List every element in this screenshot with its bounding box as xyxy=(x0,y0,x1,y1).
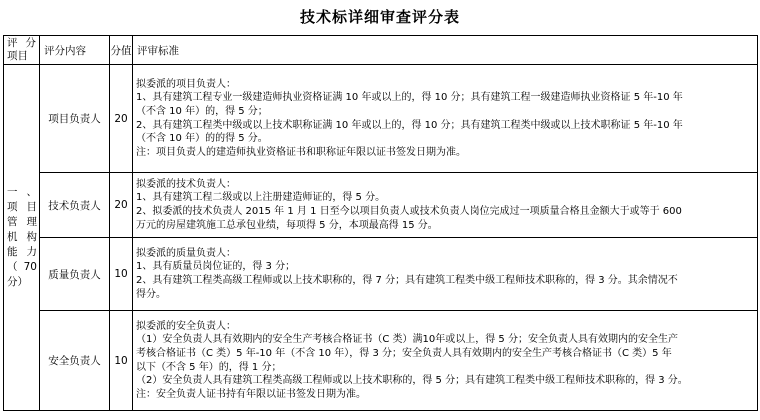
header-project xyxy=(4,36,40,65)
criteria-cell xyxy=(133,173,758,238)
criteria-line: （不含 10 年）的，得 5 分； xyxy=(136,105,268,117)
category-cell: 一、项目管理机构能力（70分） xyxy=(4,65,40,411)
criteria-line: 得分。 xyxy=(136,288,166,300)
item-name: 技术负责人 xyxy=(40,173,110,238)
criteria-line: 以下（不含 5 年）的，得 1 分； xyxy=(136,361,282,373)
table-row xyxy=(4,173,758,238)
criteria-line: 考核合格证书（C 类）5 年-10 年（不含 10 年），得 3 分；安全负责人具有效期内的安全生产考核合格证书（C 类）5 年 xyxy=(136,347,672,359)
scoring-table xyxy=(3,35,758,411)
criteria-line: 拟委派的项目负责人： xyxy=(136,78,236,90)
item-score: 20 xyxy=(110,173,133,238)
item-score: 10 xyxy=(110,311,133,411)
criteria-line: 1、具有建筑工程专业一级建造师执业资格证满 10 年或以上的，得 10 分；具有建筑工程一级建造师执业资格证 5 年-10 年 xyxy=(136,92,683,104)
criteria-cell xyxy=(133,65,758,173)
table-row xyxy=(4,65,758,173)
header-project-top: 评 xyxy=(7,37,18,49)
header-score: 分值 xyxy=(110,36,133,65)
criteria-line: （1）安全负责人具有效期内的安全生产考核合格证书（C 类）满10年或以上，得 5 分；安全负责人具有效期内的安全生产 xyxy=(136,334,678,346)
item-name: 项目负责人 xyxy=(40,65,110,173)
table-row xyxy=(4,311,758,411)
item-score: 10 xyxy=(110,238,133,311)
header-row xyxy=(4,36,758,65)
criteria-line: （2）安全负责人具有建筑工程类高级工程师或以上技术职称的，得 5 分；具有建筑工程类中级工程师技术职称的，得 3 分。 xyxy=(136,375,688,387)
criteria-line: （不含 10 年）的的得 5 分。 xyxy=(136,133,268,145)
table-row xyxy=(4,238,758,311)
item-name: 质量负责人 xyxy=(40,238,110,311)
criteria-line: 1、具有质量员岗位证的，得 3 分； xyxy=(136,261,296,273)
criteria-line: 2、具有建筑工程类高级工程师或以上技术职称的，得 7 分；具有建筑工程类中级工程师技术职称的，得 3 分。其余情况不 xyxy=(136,275,678,286)
header-content: 评分内容 xyxy=(40,36,110,65)
criteria-cell xyxy=(133,238,758,311)
item-score: 20 xyxy=(110,65,133,173)
criteria-line: 拟委派的质量负责人： xyxy=(136,247,236,259)
criteria-line: 1、具有建筑工程二级或以上注册建造师证的，得 5 分。 xyxy=(136,192,386,204)
criteria-line: 万元的房屋建筑施工总承包业绩，每项得 5 分，本项最高得 15 分。 xyxy=(136,219,438,231)
criteria-line: 2、拟委派的技术负责人 2015 年 1 月 1 日至今以项目负责人或技术负责人岗位完成过一项质量合格且金额大于或等于 600 xyxy=(136,206,682,217)
criteria-line: 拟委派的安全负责人： xyxy=(136,320,236,332)
criteria-line: 注：项目负责人的建造师执业资格证书和职称证年限以证书签发日期为准。 xyxy=(136,146,466,158)
criteria-cell xyxy=(133,311,758,411)
header-criteria: 评审标准 xyxy=(133,36,758,65)
header-project-top-right: 分 xyxy=(25,37,36,49)
criteria-line: 拟委派的技术负责人： xyxy=(136,178,236,190)
item-name: 安全负责人 xyxy=(40,311,110,411)
criteria-line: 2、具有建筑工程类中级或以上技术职称证满 10 年或以上的，得 10 分；具有建筑工程类中级或以上技术职称证 5 年-10 年 xyxy=(136,119,683,131)
page-title: 技术标详细审查评分表 xyxy=(299,8,460,26)
criteria-line: 注：安全负责人证书持有年限以证书签发日期为准。 xyxy=(136,388,366,400)
header-project-bottom: 项目 xyxy=(7,50,28,62)
